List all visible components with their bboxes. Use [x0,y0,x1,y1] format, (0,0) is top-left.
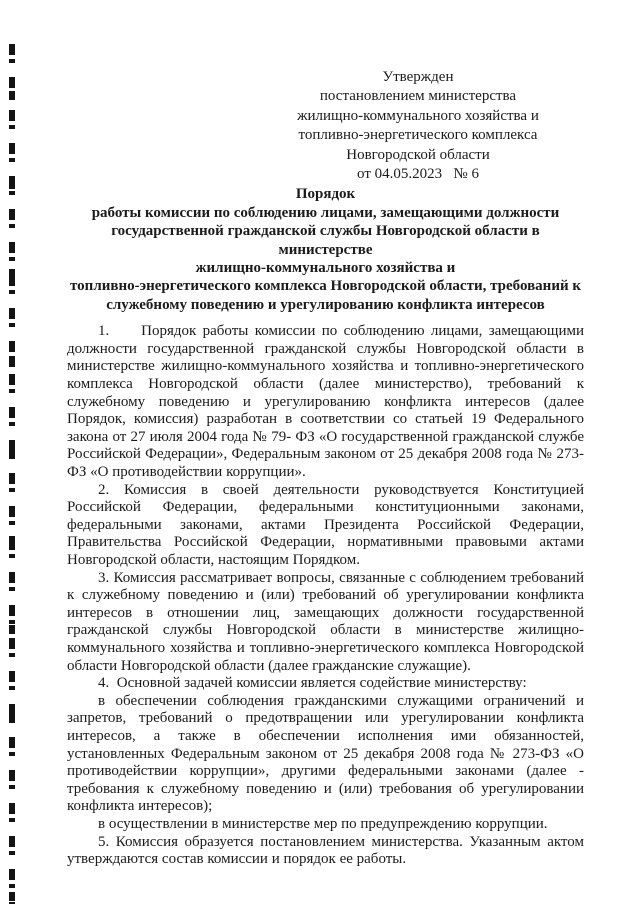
approval-line: жилищно-коммунального хозяйства и [297,107,539,124]
approval-line: Утвержден [382,69,454,85]
title-line: государственной гражданской службы Новгородской области в министерстве [111,223,540,258]
document-page [67,0,584,869]
paragraph-4-subitem-2: в осуществлении в министерстве мер по предупреждению коррупции. [98,815,548,832]
approval-block [284,68,552,184]
paragraph-4: 4. Основной задачей комиссии является содействие министерству: [98,675,527,692]
paragraph-1: 1. Порядок работы комиссии по соблюдению лицами, замещающими должности государственной гражданской службы Новгородской области в министерстве жилищно-коммунального хозяйства и топливно-энергетического комплекса Новгородской области (далее министерство), требований к служебному поведению и урегулированию конфликта интересов (далее Порядок, комиссия) разработан в соответствии со статьей 19 Федерального закона от 27 июля 2004 года № 79- ФЗ «О государственной гражданской службе Российской Федерации», Федеральным законом от 25 декабря 2008 года № 273-ФЗ «О противодействии коррупции». [67,323,584,481]
scan-edge-artifact [9,44,15,904]
paragraph-4-subitem-1: в обеспечении соблюдения гражданскими служащими ограничений и запретов, требований о предотвращении или урегулировании конфликта интересов, а также в обеспечении исполнения ими обязанностей, установленных Федеральным законом от 25 декабря 2008 года № 273-ФЗ «О противодействии коррупции», другими федеральными законами (далее - требования к служебному поведению и (или) требования об урегулировании конфликта интересов); [67,692,584,815]
document-body [67,323,584,868]
title-heading: Порядок [295,186,356,203]
paragraph-5: 5. Комиссия образуется постановлением министерства. Указанным актом утверждаются состав комиссии и порядок ее работы. [67,833,584,868]
document-title [67,185,584,314]
approval-line: постановлением министерства [319,88,517,105]
title-line: топливно-энергетического комплекса Новгородской области, требований к [70,278,581,295]
title-line: работы комиссии по соблюдению лицами, замещающими должности [91,204,560,221]
title-line: служебному поведению и урегулированию конфликта интересов [106,296,545,313]
paragraph-3: 3. Комиссия рассматривает вопросы, связанные с соблюдением требований к служебному поведению и (или) требований об урегулировании конфликта интересов в отношении лиц, замещающих должности государственной гражданской службы Новгородской области в министерстве жилищно-коммунального хозяйства и топливно-энергетического комплекса Новгородской области Новгородской области (далее гражданские служащие). [67,569,584,674]
title-line: жилищно-коммунального хозяйства и [195,260,456,277]
approval-date-number: от 04.05.2023 № 6 [357,166,479,183]
approval-line: Новгородской области [346,146,490,163]
approval-line: топливно-энергетического комплекса [298,127,538,144]
paragraph-2: 2. Комиссия в своей деятельности руководствуется Конституцией Российской Федерации, федеральными конституционными законами, федеральными законами, актами Президента Российской Федерации, Правительства Российской Федерации, нормативными правовыми актами Новгородской области, настоящим Порядком. [67,481,584,568]
